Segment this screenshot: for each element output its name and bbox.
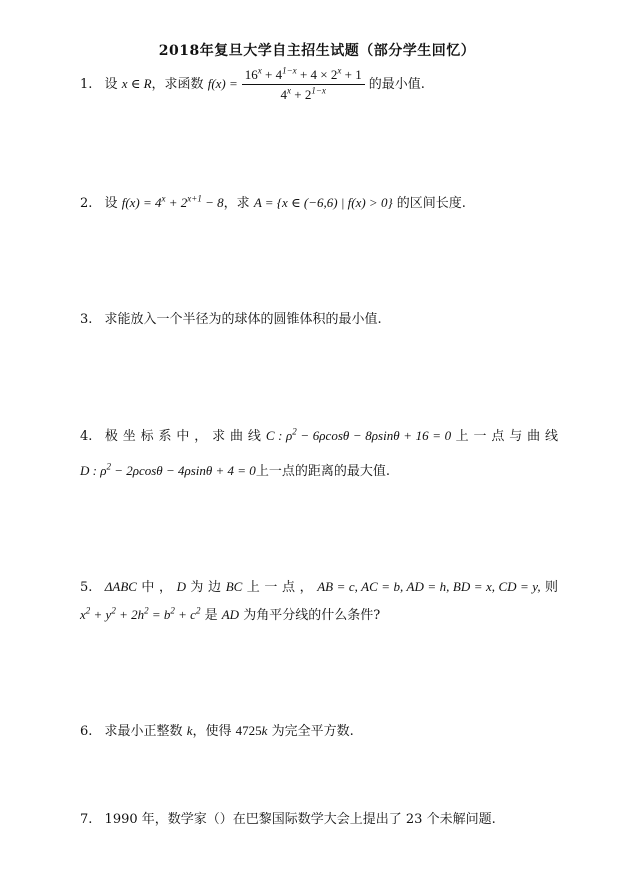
- question-text: 上 一 点 ，: [246, 580, 313, 595]
- page-title: 2018年复旦大学自主招生试题（部分学生回忆）: [158, 43, 476, 59]
- question-text: 上 一 点 与 曲 线: [455, 429, 558, 444]
- question-3: [80, 311, 558, 328]
- question-text: 极 坐 标 系 中 ， 求 曲 线: [104, 429, 262, 444]
- question-2: [80, 194, 558, 212]
- math-symbol: D: [176, 579, 187, 594]
- question-1: [80, 66, 558, 103]
- question-text: 中 ，: [141, 580, 173, 595]
- math-condition: x ∈ R: [121, 76, 152, 91]
- question-number: 6.: [80, 724, 93, 739]
- set-definition: A = {x ∈ (−6,6) | f(x) > 0}: [253, 195, 393, 210]
- question-number: 5.: [80, 580, 93, 595]
- question-text: 设: [104, 77, 118, 92]
- math-symbol: AD: [221, 607, 240, 622]
- curve-d-equation: D : $\rho^2 - 2\rho\cos\theta - 4\rho\sin\theta + 4 = 0$: [80, 461, 256, 478]
- curve-c-equation: C : $\rho^2 - 6\rho\cos\theta - 8\rho\sin\theta + 16 = 0$: [265, 426, 452, 443]
- question-7: [80, 811, 558, 828]
- question-text: 为角平分线的什么条件?: [243, 608, 381, 623]
- question-text: 设: [104, 196, 118, 211]
- question-text: 1990 年，数学家（）在巴黎国际数学大会上提出了 23 个未解问题.: [104, 812, 496, 827]
- question-text: ，求: [223, 196, 250, 211]
- question-6: [80, 722, 558, 740]
- question-5-line-2: [80, 606, 558, 624]
- math-symbol: k: [186, 723, 193, 738]
- fraction: [242, 66, 365, 103]
- question-text: 是: [204, 608, 218, 623]
- function-lhs: f(x) =: [207, 76, 238, 91]
- question-text: 则: [545, 580, 559, 595]
- question-4-line-2: [80, 462, 558, 480]
- question-4-line-1: [80, 427, 558, 445]
- question-number: 2.: [80, 196, 93, 211]
- question-number: 3.: [80, 312, 93, 327]
- triangle-name: ΔABC: [104, 579, 137, 594]
- question-number: 4.: [80, 429, 93, 444]
- question-text: 上一点的距离的最大值.: [255, 464, 390, 479]
- math-relations: AB = c, AC = b, AD = h, BD = x, CD = y,: [317, 579, 541, 594]
- question-5-line-1: [80, 578, 558, 596]
- fraction-numerator: $16^x + 4^{1-x} + 4 \times 2^x + 1$: [242, 66, 365, 85]
- math-equation: $x^2 + y^2 + 2h^2 = b^2 + c^2$: [80, 605, 201, 622]
- function-definition: $f(x) = 4^x + 2^{x+1} - 8$: [121, 193, 224, 210]
- question-text: 为 边: [190, 580, 222, 595]
- math-expression: 4725k: [235, 723, 268, 738]
- question-text: ，求函数: [151, 77, 204, 92]
- question-text: ，使得: [192, 724, 232, 739]
- question-number: 1.: [80, 77, 93, 92]
- question-text: 求最小正整数: [104, 724, 183, 739]
- fraction-denominator: $4^x + 2^{1-x}$: [280, 85, 326, 102]
- question-text: 的区间长度.: [396, 196, 466, 211]
- question-number: 7.: [80, 812, 93, 827]
- math-symbol: BC: [225, 579, 243, 594]
- question-text: 求能放入一个半径为的球体的圆锥体积的最小值.: [104, 312, 382, 327]
- question-text: 为完全平方数.: [271, 724, 354, 739]
- question-text: 的最小值.: [368, 77, 425, 92]
